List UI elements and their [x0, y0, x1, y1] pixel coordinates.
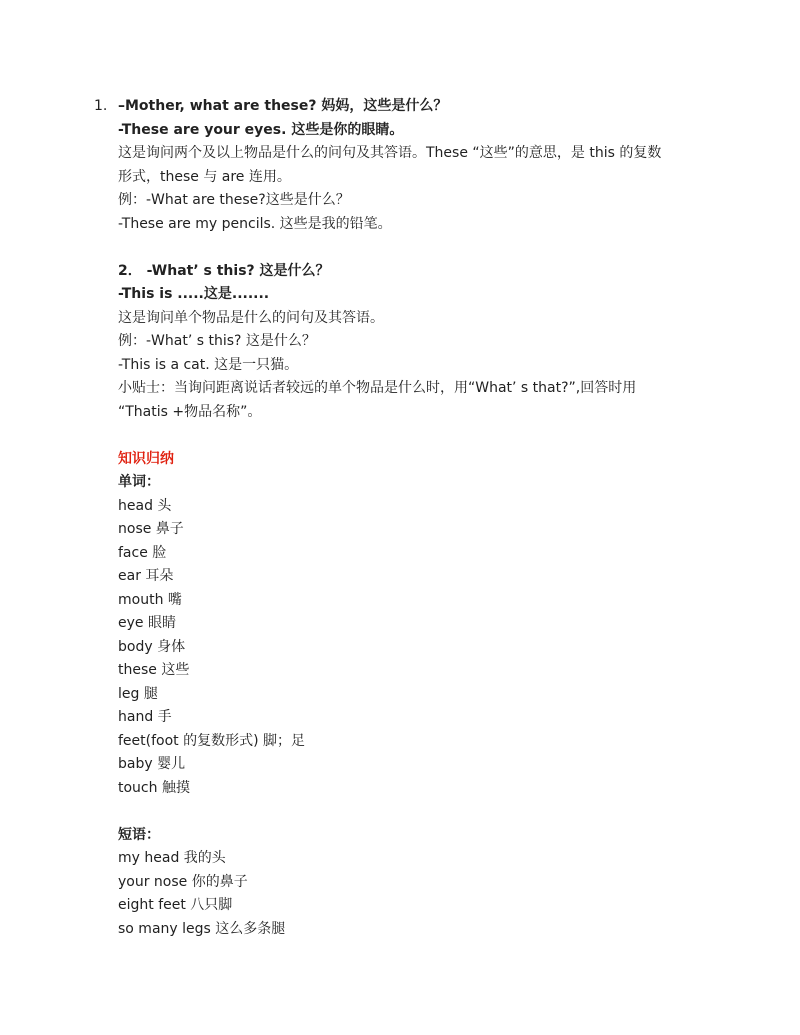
- section1-example-answer: -These are my pencils. 这些是我的铅笔。: [118, 215, 392, 232]
- knowledge-heading: 知识归纳: [118, 450, 174, 467]
- section1-explanation-line1: 这是询问两个及以上物品是什么的问句及其答语。These “这些”的意思，是 this 的复数: [118, 145, 662, 161]
- list-item: these 这些: [118, 662, 190, 678]
- section1-answer: -These are your eyes. 这些是你的眼睛。: [118, 121, 404, 138]
- section1-example-question: 例：-What are these?这些是什么？: [118, 192, 350, 208]
- spacer: [118, 800, 738, 824]
- list-item: eye 眼睛: [118, 615, 176, 631]
- section2-explanation: 这是询问单个物品是什么的问句及其答语。: [118, 309, 384, 326]
- list-item: ear 耳朵: [118, 568, 174, 584]
- list-item: leg 腿: [118, 685, 158, 702]
- list-item: feet(foot 的复数形式) 脚；足: [118, 732, 306, 749]
- section1-explanation-line2: 形式，these 与 are 连用。: [118, 168, 291, 185]
- list-item: hand 手: [118, 709, 172, 725]
- list-item: baby 婴儿: [118, 756, 186, 772]
- spacer: [118, 424, 738, 448]
- phrase-list: [118, 847, 738, 941]
- list-item: eight feet 八只脚: [118, 897, 233, 913]
- section2-tip-line1: 小贴士：当询问距离说话者较远的单个物品是什么时，用“What’ s that?”,回答时用: [118, 380, 637, 396]
- list-item: your nose 你的鼻子: [118, 873, 248, 890]
- section2-question: 2． -What’ s this? 这是什么？: [118, 262, 330, 279]
- list-item: face 脸: [118, 544, 167, 561]
- list-item: nose 鼻子: [118, 521, 184, 537]
- section2-answer: -This is .....这是.......: [118, 286, 270, 302]
- list-item: so many legs 这么多条腿: [118, 920, 286, 937]
- list-item: body 身体: [118, 638, 186, 655]
- section1-question-text: –Mother, what are these? 妈妈，这些是什么？: [118, 98, 448, 114]
- section2-example-answer: -This is a cat. 这是一只猫。: [118, 356, 299, 373]
- phrase-heading: 短语：: [118, 826, 160, 843]
- list-item: head 头: [118, 497, 172, 514]
- section1-number: 1.: [94, 98, 108, 114]
- list-item: mouth 嘴: [118, 591, 182, 608]
- spacer: [118, 236, 738, 260]
- section2-tip-line2: “Thatis +物品名称”。: [118, 403, 262, 420]
- document-content: [94, 95, 738, 941]
- vocab-heading: 单词：: [118, 474, 160, 490]
- vocab-list: [118, 495, 738, 801]
- list-item: touch 触摸: [118, 779, 190, 796]
- list-item: my head 我的头: [118, 850, 226, 866]
- section2-example-question: 例：-What’ s this? 这是什么？: [118, 333, 316, 349]
- section1-question: [94, 95, 738, 119]
